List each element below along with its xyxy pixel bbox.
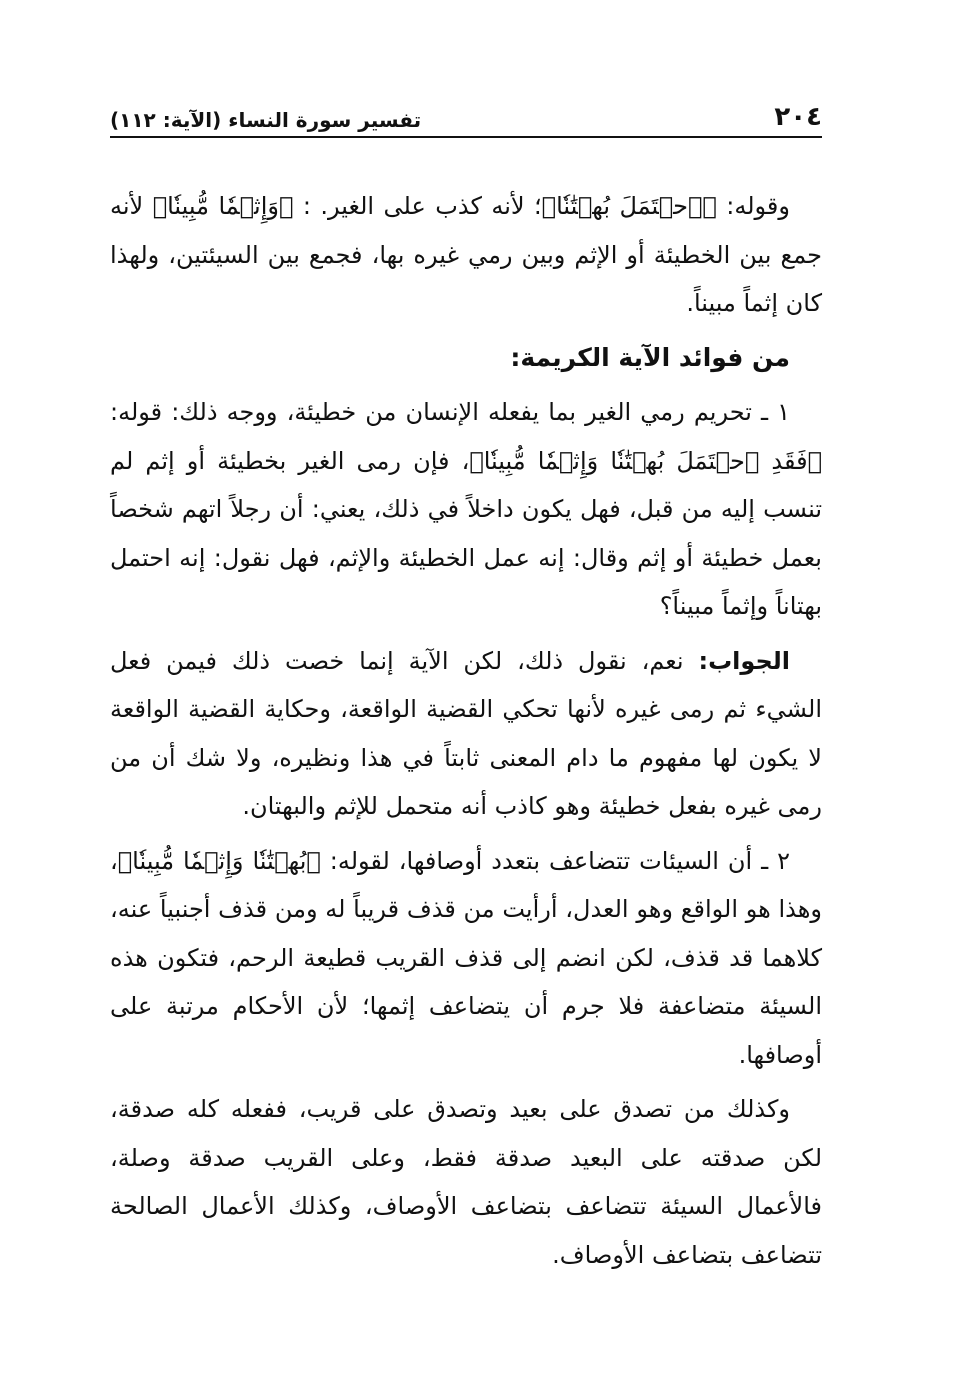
answer-text: نعم، نقول ذلك، لكن الآية إنما خصت ذلك فيمن فعل الشيء ثم رمى غيره لأنها تحكي القضية الواقعة، وحكاية القضية الواقعة لا يكون لها مفهوم ما دام المعنى ثابتاً في هذا ونظيره، ولا شك أن من رمى غيره بفعل خطيئة وهو كاذب أنه متحمل للإثم والبهتان.: [110, 646, 822, 820]
section-heading: من فوائد الآية الكريمة:: [510, 342, 790, 372]
answer-label: الجواب:: [698, 646, 790, 675]
page-body: [110, 182, 822, 1279]
running-header: [110, 88, 822, 138]
running-title: تفسير سورة النساء (الآية: ١١٢): [110, 108, 422, 132]
paragraph-benefit-1: ١ ـ تحريم رمي الغير بما يفعله الإنسان من خطيئة، ووجه ذلك: قوله: ﴿فَقَدِ ٱحۡتَمَلَ بُهۡتَٰنٗا وَإِثۡمٗا مُّبِينٗا﴾، فإن رمى الغير بخطيئة أو إثم لم تنسب إليه من قبل، فهل يكون داخلاً في ذلك، يعني: أن رجلاً اتهم شخصاً بعمل خطيئة أو إثم وقال: إنه عمل الخطيئة والإثم، فهل نقول: إنه احتمل بهتاناً وإثماً مبيناً؟: [110, 398, 822, 620]
book-page: [110, 88, 822, 1308]
page-number: ٢٠٤: [774, 102, 822, 132]
paragraph-intro: وقوله: ﴿ٱحۡتَمَلَ بُهۡتَٰنٗا﴾؛ لأنه كذب على الغير. : ﴿وَإِثۡمٗا مُّبِينٗا﴾ لأنه جمع بين الخطيئة أو الإثم وبين رمي غيره بها، فجمع بين السيئتين، ولهذا كان إثماً مبيناً.: [110, 192, 822, 317]
paragraph-answer: [110, 637, 822, 831]
paragraph-charity: وكذلك من تصدق على بعيد وتصدق على قريب، ففعله كله صدقة، لكن صدقته على البعيد صدقة فقط، وعلى القريب صدقة وصلة، فالأعمال السيئة تتضاعف بتضاعف الأوصاف، وكذلك الأعمال الصالحة تتضاعف بتضاعف الأوصاف.: [110, 1095, 822, 1269]
paragraph-benefit-2: ٢ ـ أن السيئات تتضاعف بتعدد أوصافها، لقوله: ﴿بُهۡتَٰنٗا وَإِثۡمٗا مُّبِينٗا﴾، وهذا هو الواقع وهو العدل، أرأيت من قذف قريباً له ومن قذف أجنبياً عنه، كلاهما قد قذف، لكن انضم إلى قذف القريب قطيعة الرحم، فتكون هذه السيئة متضاعفة فلا جرم أن يتضاعف إثمها؛ لأن الأحكام مرتبة على أوصافها.: [110, 846, 822, 1069]
